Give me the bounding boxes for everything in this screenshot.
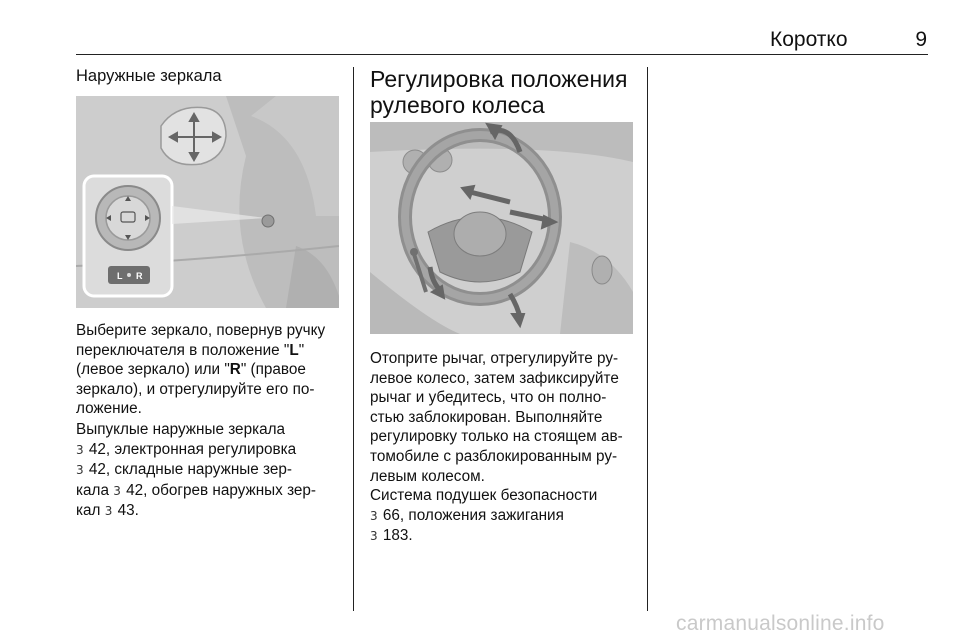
header-rule <box>76 54 928 55</box>
reference-link[interactable]: 42, обогрев наружных зер- <box>126 481 317 499</box>
steering-wheel-figure <box>370 122 633 334</box>
text-line <box>370 506 597 527</box>
mirror-references-paragraph <box>76 420 316 522</box>
text-line <box>76 460 316 481</box>
text-line: кала 3 42, обогрев наружных зер- <box>76 481 317 499</box>
reference-link[interactable]: 42, электронная регулировка <box>88 440 297 458</box>
text-line: стью заблокирован. Выполняйте <box>370 408 603 426</box>
text-line <box>76 440 316 461</box>
cross-reference-icon: 3 <box>113 483 121 498</box>
key-r: R <box>229 361 241 379</box>
text-line: зеркало), и отрегулируйте его по- <box>76 380 315 398</box>
running-header-title: Коротко <box>770 28 848 51</box>
reference-link[interactable]: 42, складные наружные зер- <box>88 461 292 479</box>
section-heading-mirrors: Наружные зеркала <box>76 67 222 85</box>
column-divider-left <box>353 67 354 611</box>
reference-link[interactable]: 183. <box>382 527 413 545</box>
switch-label-right: R <box>136 271 143 281</box>
reference-link[interactable]: 66, положения зажигания <box>382 506 564 524</box>
text-line: рычаг и убедитесь, что он полно- <box>370 389 607 407</box>
text-line: кал 3 43. <box>76 502 139 520</box>
steering-instructions-paragraph <box>370 349 623 486</box>
watermark: carmanualsonline.info <box>676 612 885 635</box>
steering-wheel-illustration <box>370 122 633 334</box>
steering-references-paragraph <box>370 486 597 547</box>
text-line <box>370 526 597 547</box>
mirror-instructions-paragraph <box>76 321 325 419</box>
text-line: регулировку только на стоящем ав- <box>370 428 623 446</box>
key-l: L <box>289 341 299 359</box>
column-divider-right <box>647 67 648 611</box>
reference-link[interactable]: 43. <box>117 502 139 520</box>
page-number: 9 <box>915 28 927 51</box>
text-line: переключателя в положение "L" <box>76 341 305 359</box>
text-line: томобиле с разблокированным ру- <box>370 447 618 465</box>
cross-reference-icon: 3 <box>104 504 113 519</box>
text-line: Выберите зеркало, повернув ручку <box>76 322 326 339</box>
text-line: левым колесом. <box>370 467 485 485</box>
section-heading-steering: Регулировка положения рулевого колеса <box>370 66 628 118</box>
text-line: Система подушек безопасности <box>370 487 598 504</box>
cross-reference-icon: 3 <box>76 442 84 457</box>
text-line: Выпуклые наружные зеркала <box>76 421 286 438</box>
text-line: ложение. <box>76 400 142 418</box>
switch-label-left: L <box>117 271 123 281</box>
mirror-control-figure <box>76 96 339 308</box>
text-line: Отоприте рычаг, отрегулируйте ру- <box>370 350 619 367</box>
cross-reference-icon: 3 <box>370 529 378 544</box>
text-line: левое колесо, затем зафиксируйте <box>370 369 619 387</box>
cross-reference-icon: 3 <box>76 463 84 478</box>
cross-reference-icon: 3 <box>370 508 378 523</box>
text-line: (левое зеркало) или "R" (правое <box>76 361 306 379</box>
mirror-control-illustration <box>76 96 339 308</box>
